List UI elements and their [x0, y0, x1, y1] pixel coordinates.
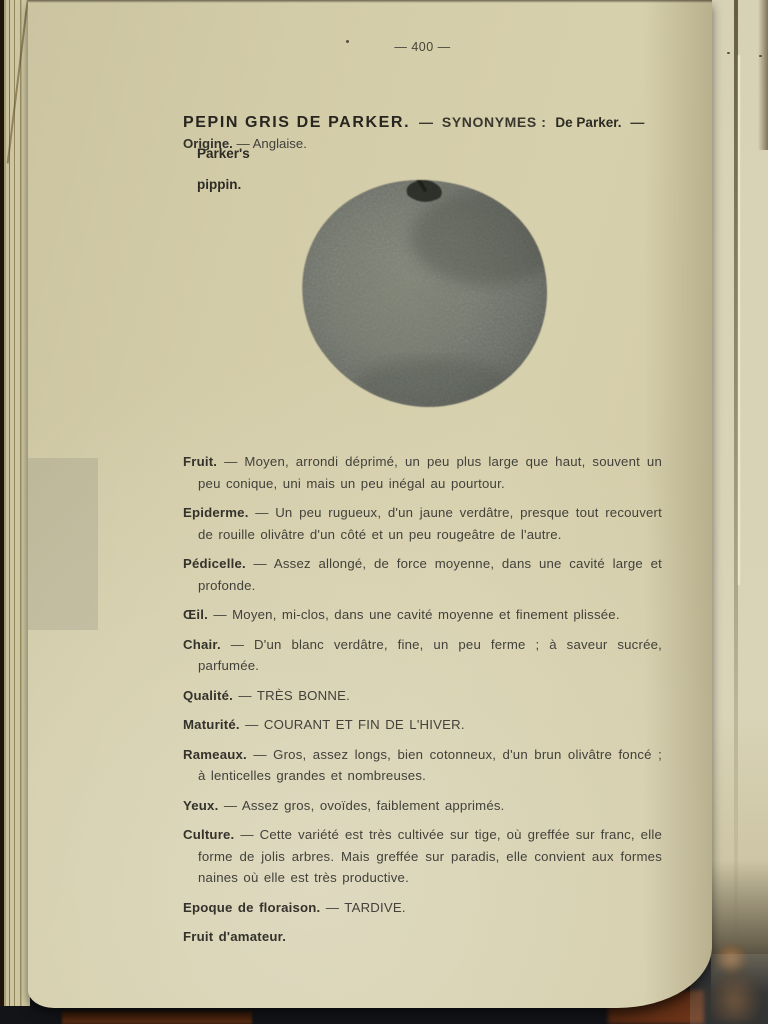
origin-label: Origine.	[183, 136, 233, 151]
entry-label: Yeux.	[183, 797, 219, 813]
entry-qualite	[183, 685, 662, 707]
entry-amateur	[183, 926, 662, 948]
entry-text: — D'un blanc verdâtre, fine, un peu ferme ; à saveur sucrée, parfumée.	[198, 636, 662, 673]
entry-maturite	[183, 714, 662, 736]
page-number: — 400 —	[394, 40, 451, 54]
wood-table-left	[62, 1011, 252, 1024]
apple-photograph	[286, 171, 562, 415]
entry-text: — Moyen, mi-clos, dans une cavité moyenne et finement plissée.	[213, 607, 620, 622]
synonym-1: De Parker.	[555, 115, 622, 131]
synonym-2: Parker's	[197, 146, 250, 162]
origin-text: — Anglaise.	[236, 136, 307, 151]
entry-text: — Cette variété est très cultivée sur tige, où greffée sur franc, elle forme de jolis arbres. Mais greffée sur paradis, elle convient aux formes naines où elle est très productive.	[198, 827, 662, 885]
entry-text: — COURANT ET FIN DE L'HIVER.	[245, 717, 465, 732]
entry-label: Œil.	[183, 607, 208, 622]
entry-fruit	[183, 451, 662, 494]
page-top-shadow	[28, 0, 712, 3]
origin-line	[183, 136, 662, 151]
entry-label: Culture.	[183, 827, 235, 842]
book-page	[28, 0, 712, 1008]
synonyms-label: SYNONYMES :	[441, 114, 547, 131]
paper-speck	[759, 55, 762, 57]
entry-label: Epiderme.	[183, 505, 249, 520]
entry-label: Epoque de floraison.	[183, 899, 321, 915]
entry-floraison	[183, 897, 662, 919]
scan-artifact-left	[28, 458, 98, 630]
entry-text: — Gros, assez longs, bien cotonneux, d'un brun olivâtre foncé ; à lenticelles grandes et nombreuses.	[198, 746, 662, 783]
paper-speck	[727, 52, 730, 54]
title-dash: —	[630, 114, 645, 131]
variety-name: PEPIN GRIS DE PARKER.	[183, 114, 411, 132]
entry-text: — Assez gros, ovoïdes, faiblement apprimés.	[223, 797, 505, 813]
entry-text: — Assez allongé, de force moyenne, dans une cavité large et profonde.	[198, 556, 662, 593]
entry-label: Rameaux.	[183, 746, 247, 762]
entry-label: Chair.	[183, 636, 221, 652]
entry-rameaux	[183, 744, 662, 787]
entry-label: Fruit d'amateur.	[183, 929, 287, 944]
left-page-stack	[0, 0, 30, 1006]
entry-culture	[183, 824, 662, 889]
page-edge-shadow	[758, 0, 768, 150]
entry-label: Qualité.	[183, 687, 233, 703]
entry-oeil	[183, 604, 662, 626]
entry-text: — Un peu rugueux, d'un jaune verdâtre, presque tout recouvert de rouille olivâtre d'un côté et un peu rougeâtre de l'autre.	[198, 505, 662, 542]
entry-label: Fruit.	[183, 454, 218, 469]
entry-text: — TARDIVE.	[325, 899, 406, 915]
entry-text: — TRÈS BONNE.	[238, 687, 350, 703]
entry-pedicelle	[183, 553, 662, 596]
gutter-crease-highlight	[738, 55, 740, 585]
description-entries	[183, 451, 662, 956]
synonym-2-cont: pippin.	[197, 177, 242, 193]
entry-yeux	[183, 795, 662, 817]
entry-chair	[183, 634, 662, 677]
entry-text: — Moyen, arrondi déprimé, un peu plus large que haut, souvent un peu conique, uni mais un peu inégal au pourtour.	[198, 454, 662, 491]
entry-epiderme	[183, 502, 662, 545]
entry-label: Pédicelle.	[183, 556, 246, 571]
entry-label: Maturité.	[183, 717, 240, 732]
title-dash: —	[419, 114, 434, 131]
